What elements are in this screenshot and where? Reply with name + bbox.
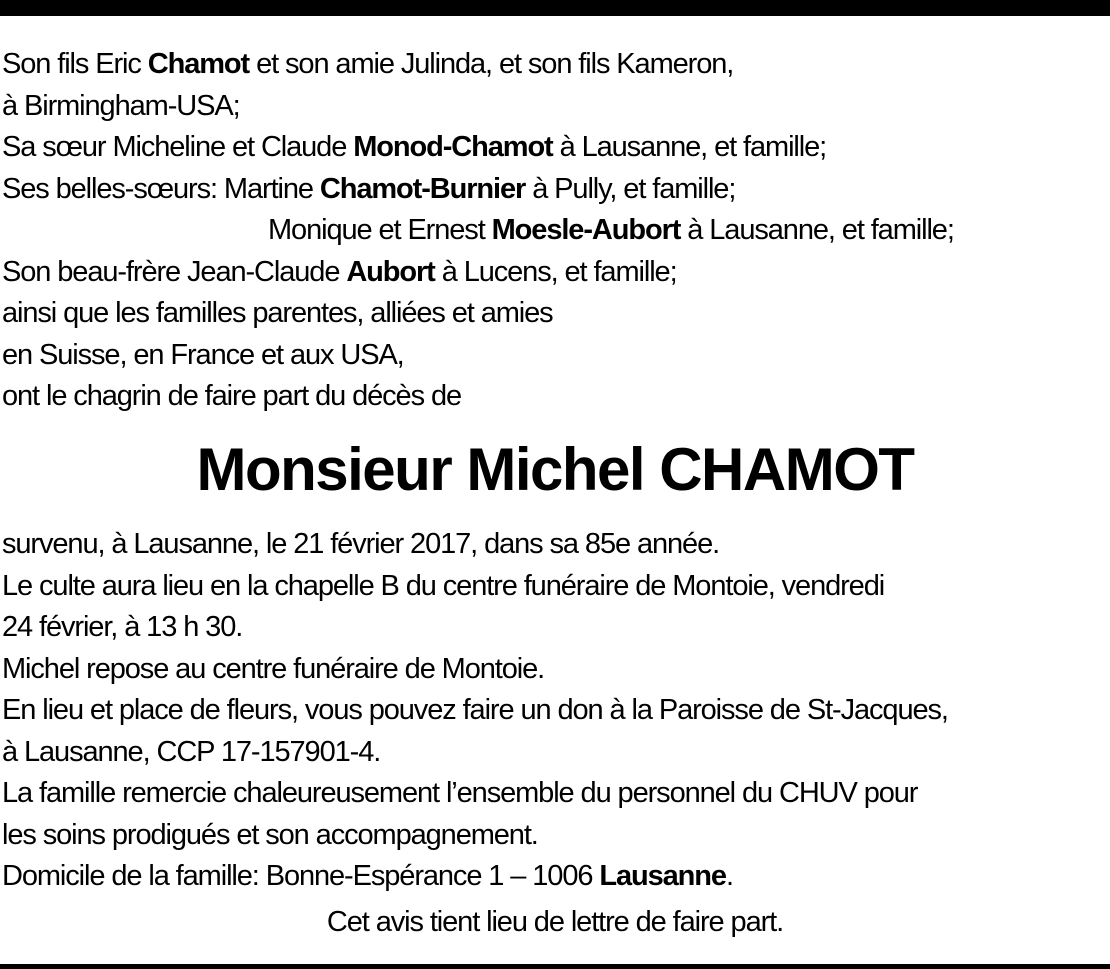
family-line-son-location — [2, 86, 1108, 128]
line-text: Son fils Eric — [2, 48, 148, 80]
line-text: survenu, à Lausanne, le 21 février 2017, dans sa 85e année. — [2, 528, 720, 560]
detail-line-donation — [2, 690, 1108, 732]
bottom-rule — [0, 964, 1110, 969]
deceased-name: Monsieur Michel CHAMOT — [196, 436, 914, 503]
line-text: Ses belles-sœurs: Martine — [2, 172, 320, 205]
line-text: En lieu et place de fleurs, vous pouvez faire un don à la Paroisse de St-Jacques, — [2, 694, 948, 726]
detail-line-death — [2, 524, 1108, 566]
family-line-relatives — [2, 293, 1108, 335]
detail-line-thanks-cont — [2, 815, 1108, 857]
line-surname: Chamot — [147, 48, 250, 80]
family-line-announcement — [2, 376, 1108, 418]
line-text: Michel repose au centre funéraire de Montoie. — [2, 652, 545, 685]
line-text: ont le chagrin de faire part du décès de — [2, 380, 461, 412]
closing-note: Cet avis tient lieu de lettre de faire part. — [326, 906, 784, 938]
detail-line-donation-account — [2, 732, 1108, 774]
line-text: Son beau-frère Jean-Claude — [2, 255, 347, 288]
family-line-sisters-in-law — [2, 169, 1108, 211]
line-text: . — [725, 860, 733, 892]
family-line-son — [2, 44, 1108, 86]
line-text: à Birmingham-USA; — [2, 89, 240, 122]
family-list — [2, 44, 1108, 418]
line-text: ainsi que les familles parentes, alliées et amies — [2, 297, 553, 329]
detail-line-repose — [2, 649, 1108, 691]
detail-line-domicile — [2, 856, 1108, 898]
detail-line-service — [2, 566, 1108, 608]
family-line-brother-in-law — [2, 252, 1108, 294]
line-text: Sa sœur Micheline et Claude — [2, 131, 354, 163]
line-text: à Lucens, et famille; — [434, 255, 677, 288]
line-text: à Pully, et famille; — [525, 172, 736, 205]
line-text: La famille remercie chaleureusement l’ensemble du personnel du CHUV pour — [2, 777, 918, 809]
line-surname: Monod-Chamot — [353, 131, 553, 163]
line-text: Domicile de la famille: Bonne-Espérance 1 – 1006 — [2, 860, 600, 892]
line-surname: Chamot-Burnier — [319, 172, 526, 205]
top-rule — [0, 0, 1110, 16]
line-text: à Lausanne, et famille; — [680, 214, 954, 246]
line-text: et son amie Julinda, et son fils Kameron, — [249, 48, 734, 80]
line-surname: Moesle-Aubort — [491, 214, 681, 246]
family-line-sister-in-law-2 — [2, 210, 1108, 252]
detail-line-thanks — [2, 773, 1108, 815]
line-surname: Aubort — [346, 255, 435, 288]
line-bold: Lausanne — [599, 860, 726, 892]
details-list — [2, 524, 1108, 898]
line-text: Monique et Ernest — [268, 214, 492, 246]
line-text: à Lausanne, et famille; — [552, 131, 827, 163]
line-text: les soins prodigués et son accompagnement. — [2, 818, 538, 851]
family-line-countries — [2, 335, 1108, 377]
detail-line-service-time — [2, 607, 1108, 649]
line-text: 24 février, à 13 h 30. — [2, 611, 243, 643]
line-text: à Lausanne, CCP 17-157901-4. — [2, 735, 381, 768]
line-text: en Suisse, en France et aux USA, — [2, 338, 404, 371]
line-text: Le culte aura lieu en la chapelle B du centre funéraire de Montoie, vendredi — [2, 569, 885, 602]
family-line-sister — [2, 127, 1108, 169]
